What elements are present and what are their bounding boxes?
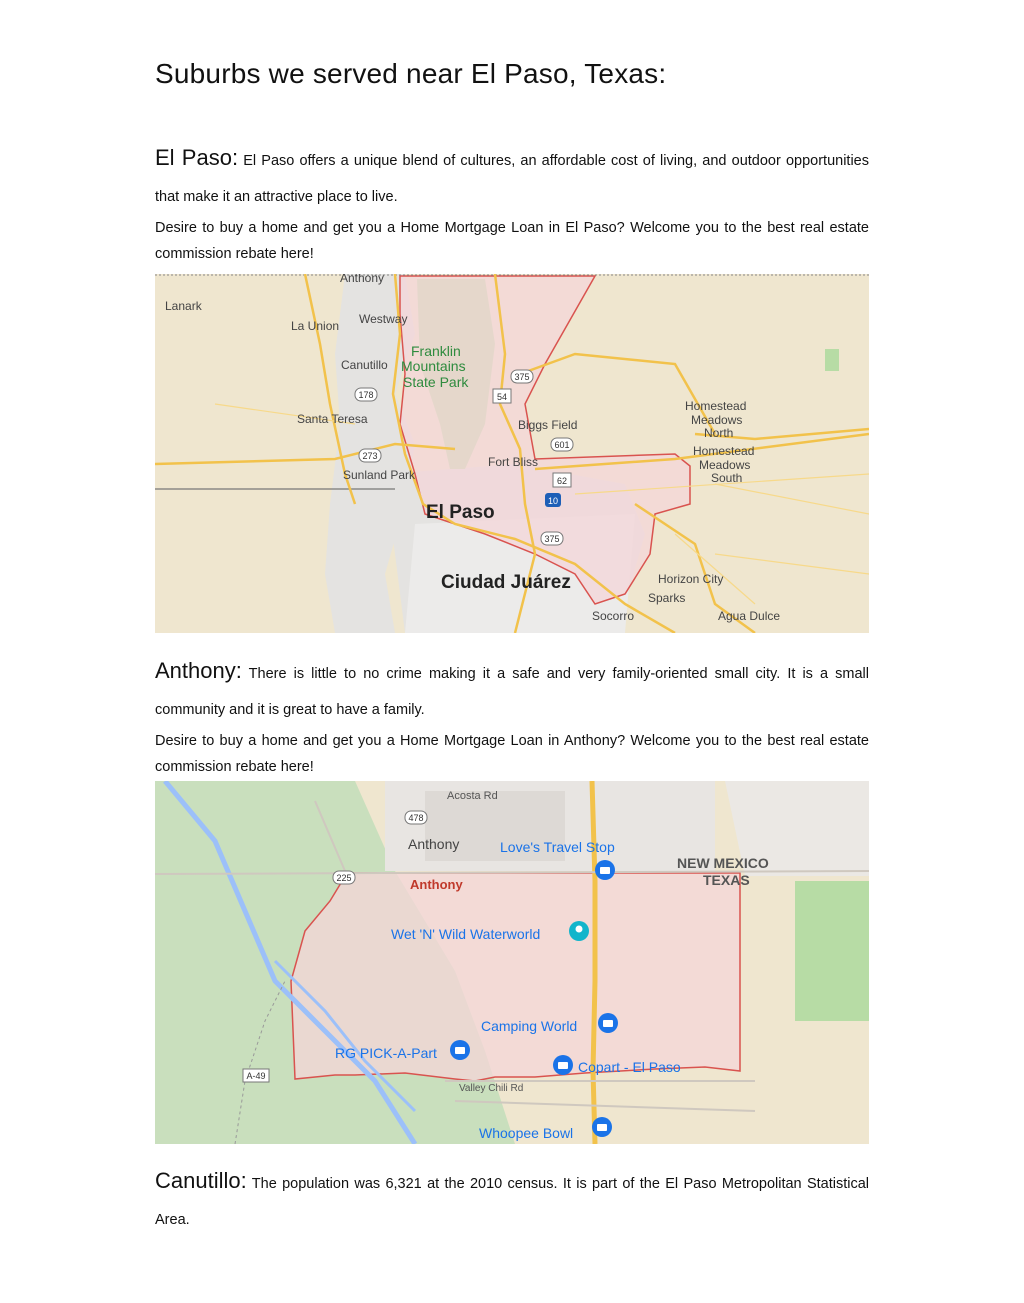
svg-text:Wet 'N' Wild Waterworld: Wet 'N' Wild Waterworld — [391, 926, 541, 942]
map-label-lanark: Lanark — [165, 299, 202, 313]
section-heading: El Paso: — [155, 145, 239, 170]
section-description: El Paso offers a unique blend of cultures, an affordable cost of living, and outdoor opportunities that make it an attractive place to live. — [155, 153, 869, 205]
section-cta: Desire to buy a home and get you a Home Mortgage Loan in Anthony? Welcome you to the best real estate commission rebate here! — [155, 733, 869, 775]
page-title: Suburbs we served near El Paso, Texas: — [155, 58, 667, 89]
svg-text:375: 375 — [514, 372, 530, 382]
svg-text:225: 225 — [336, 873, 352, 883]
map-label-hm-south-1: Homestead — [693, 444, 755, 458]
svg-text:478: 478 — [408, 813, 424, 823]
svg-text:Whoopee Bowl: Whoopee Bowl — [479, 1125, 574, 1141]
map-label-mountains: Mountains — [401, 358, 466, 374]
map-label-hm-north-3: North — [704, 426, 734, 440]
section-description: There is little to no crime making it a safe and very family-oriented small city. It is a small community and it is great to have a family. — [155, 666, 869, 718]
map-label-agua-dulce: Agua Dulce — [718, 609, 781, 623]
map-label-sunland-park: Sunland Park — [343, 468, 416, 482]
section-cta: Desire to buy a home and get you a Home Mortgage Loan in El Paso? Welcome you to the best real estate commission rebate here! — [155, 220, 869, 262]
map-label-sparks: Sparks — [648, 591, 686, 605]
map-label-horizon-city: Horizon City — [658, 572, 724, 586]
shield-601 — [551, 438, 573, 451]
svg-text:273: 273 — [362, 451, 378, 461]
map-label-anthony-city: Anthony — [410, 877, 463, 892]
shield-225 — [333, 871, 355, 884]
map-label-socorro: Socorro — [592, 609, 635, 623]
section-paragraph — [155, 140, 869, 215]
section-anthony — [155, 653, 869, 780]
shield-62 — [553, 473, 571, 487]
section-paragraph — [155, 1163, 869, 1238]
shield-10 — [545, 493, 561, 507]
map-label-canutillo: Canutillo — [341, 358, 388, 372]
svg-text:54: 54 — [496, 392, 508, 402]
svg-text:375: 375 — [544, 534, 560, 544]
shield-375 — [511, 370, 533, 383]
svg-text:A-49: A-49 — [246, 1071, 266, 1081]
shield-a49 — [243, 1069, 269, 1082]
map-label-hm-north-2: Meadows — [691, 413, 743, 427]
svg-text:10: 10 — [547, 496, 559, 506]
map-label-valley-chili-rd: Valley Chili Rd — [459, 1083, 524, 1094]
map-label-franklin: Franklin — [411, 343, 461, 359]
map-label-anthony-town: Anthony — [408, 836, 460, 852]
svg-text:62: 62 — [556, 476, 568, 486]
shield-273 — [359, 449, 381, 462]
shield-375b — [541, 532, 563, 545]
map-label-new-mexico: NEW MEXICO — [677, 855, 769, 871]
map-label-el-paso: El Paso — [426, 502, 495, 523]
map-label-fort-bliss: Fort Bliss — [488, 455, 539, 469]
map-label-hm-south-3: South — [711, 471, 743, 485]
map-label-anthony: Anthony — [340, 274, 385, 285]
shield-54 — [493, 389, 511, 403]
section-heading: Anthony: — [155, 658, 242, 683]
section-description: The population was 6,321 at the 2010 census. It is part of the El Paso Metropolitan Statistical Area. — [155, 1176, 869, 1228]
section-paragraph — [155, 653, 869, 728]
map-label-hm-north-1: Homestead — [685, 399, 747, 413]
svg-text:RG PICK-A-Part: RG PICK-A-Part — [335, 1045, 437, 1061]
map-label-hm-south-2: Meadows — [699, 458, 751, 472]
el-paso-map — [155, 274, 869, 633]
svg-text:Camping World: Camping World — [481, 1018, 578, 1034]
map-label-santa-teresa: Santa Teresa — [297, 412, 368, 426]
svg-text:601: 601 — [554, 440, 570, 450]
map-label-state-park: State Park — [403, 374, 469, 390]
shield-478 — [405, 811, 427, 824]
section-canutillo — [155, 1163, 869, 1238]
svg-text:Love's Travel Stop: Love's Travel Stop — [500, 839, 615, 855]
anthony-map — [155, 781, 869, 1144]
map-label-la-union: La Union — [291, 319, 340, 333]
svg-text:178: 178 — [358, 390, 374, 400]
svg-text:Copart - El Paso: Copart - El Paso — [578, 1059, 681, 1075]
section-el-paso — [155, 140, 869, 267]
map-label-biggs-field: Biggs Field — [518, 418, 578, 432]
map-label-westway: Westway — [359, 312, 408, 326]
map-label-texas: TEXAS — [703, 872, 750, 888]
map-label-ciudad-juarez: Ciudad Juárez — [441, 572, 571, 593]
map-label-acosta-rd: Acosta Rd — [447, 790, 498, 802]
shield-178 — [355, 388, 377, 401]
section-heading: Canutillo: — [155, 1168, 247, 1193]
